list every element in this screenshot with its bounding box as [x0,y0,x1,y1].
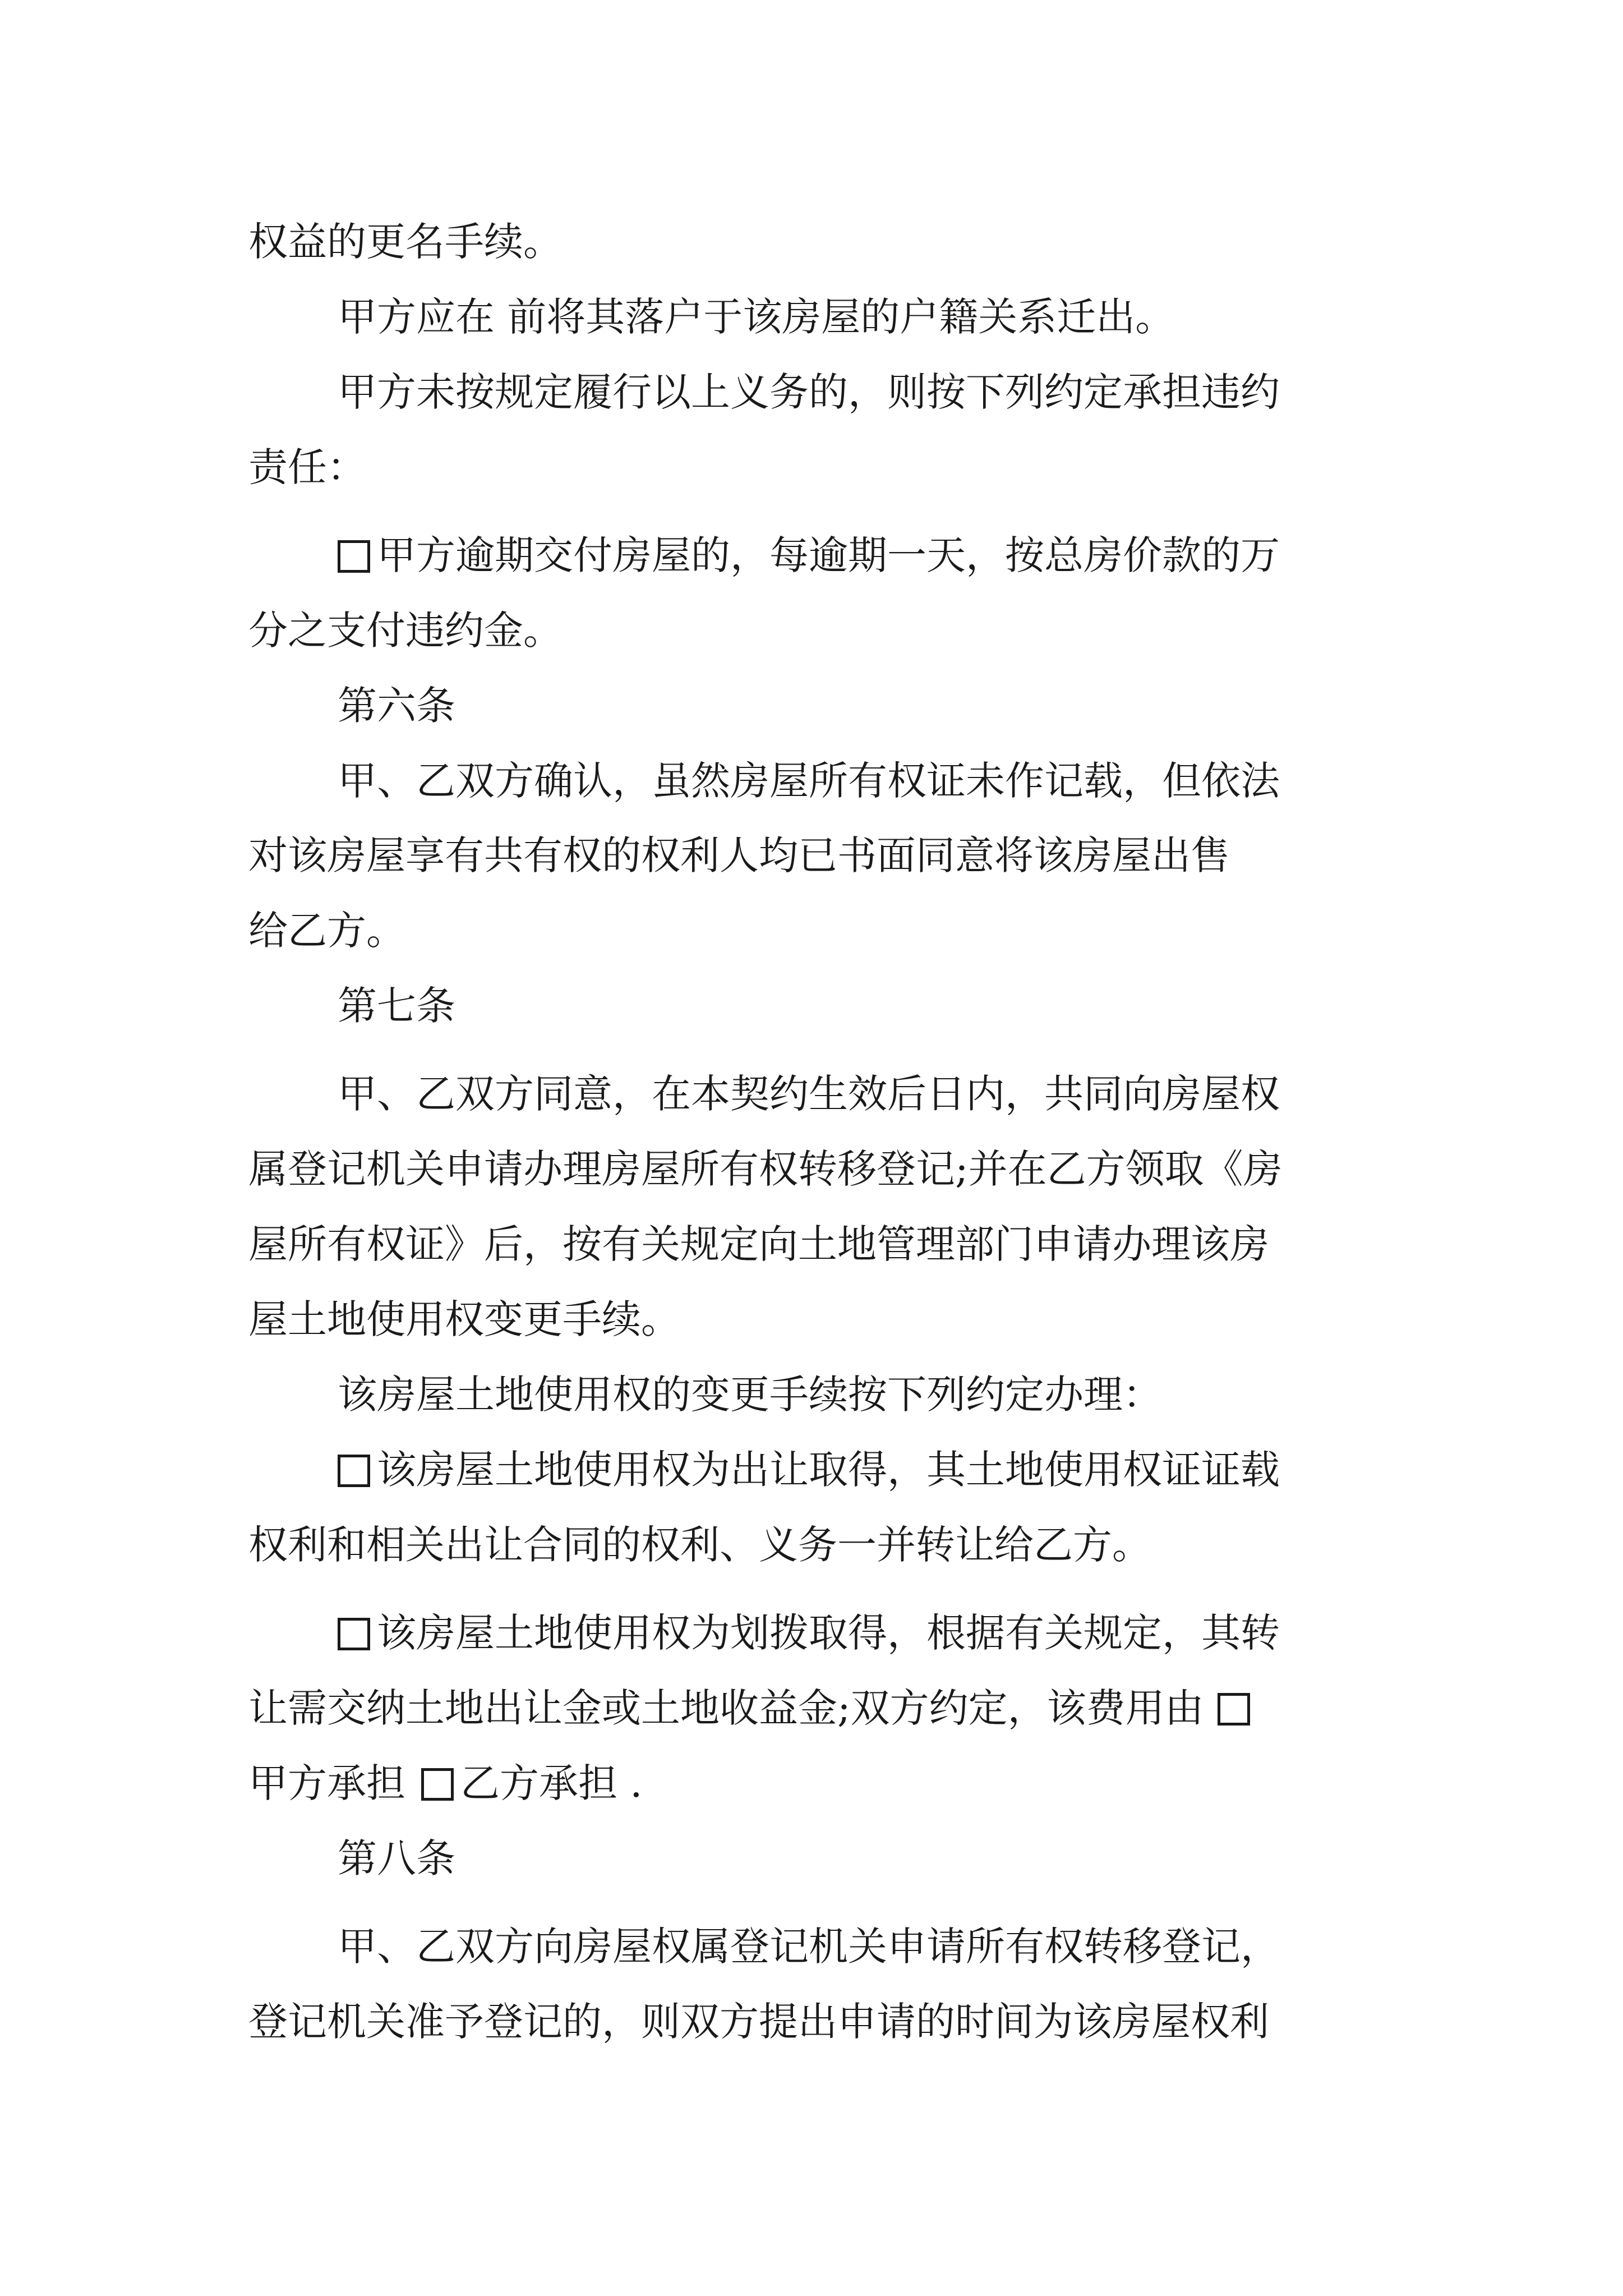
checkbox-icon [421,1768,454,1801]
text-line [248,1503,1393,1587]
line-text: 第六条 [338,683,455,729]
text-line [248,1202,1393,1286]
line-text: 分之支付违约金。 [248,608,562,654]
text-line [338,1591,1482,1675]
line-text: 登记机关准予登记的，则双方提出申请的时间为该房屋权利 [248,1999,1269,2045]
line-text: 甲、乙双方确认，虽然房屋所有权证未作记载，但依法 [338,758,1280,804]
line-content [248,1666,1257,1750]
text-line [338,1352,1482,1437]
text-line [248,889,1393,973]
line-text: 对该房屋享有共有权的权利人均已书面同意将该房屋出售 [248,832,1230,878]
text-line [338,513,1482,597]
line-text: 权利和相关出让合同的权利、义务一并转让给乙方。 [248,1522,1151,1568]
line-text: 该房屋土地使用权为划拨取得，根据有关规定，其转 [377,1610,1280,1656]
checkbox-icon [338,1455,370,1487]
text-line [248,1277,1393,1361]
text-line [338,275,1482,359]
line-text: 该房屋土地使用权为出让取得，其土地使用权证证载 [377,1447,1280,1493]
text-line [248,425,1393,509]
line-text: 屋所有权证》后，按有关规定向土地管理部门申请办理该房 [248,1221,1269,1267]
text-line [338,664,1482,748]
line-text: 甲、乙双方向房屋权属登记机关申请所有权转移登记， [338,1924,1280,1970]
line-text: 甲、乙双方同意，在本契约生效后日内，共同向房屋权 [338,1071,1280,1117]
line-text: 第七条 [338,983,455,1029]
line-text: 甲方承担 [248,1760,405,1806]
text-line [338,350,1482,434]
line-text: 屋土地使用权变更手续。 [248,1296,680,1342]
text-line [338,1428,1482,1512]
checkbox-icon [338,1618,370,1650]
line-text: 责任： [248,444,366,490]
text-line [338,739,1482,823]
text-line [248,1980,1393,2064]
line-text: 让需交纳土地出让金或土地收益金;双方约定，该费用由 [248,1685,1204,1731]
line-text: 属登记机关申请办理房屋所有权转移登记;并在乙方领取《房 [248,1146,1283,1192]
line-text: 给乙方。 [248,908,405,954]
line-content [338,1591,1280,1675]
checkbox-icon [338,540,370,573]
text-line [248,588,1393,673]
text-line [248,1666,1393,1750]
line-content [338,513,1280,597]
line-text: 甲方应在 前将其落户于该房屋的户籍关系迁出。 [338,294,1175,340]
line-text: 乙方承担 . [460,1760,643,1806]
line-text: 甲方逾期交付房屋的，每逾期一天，按总房价款的万 [377,532,1280,578]
text-line [248,1741,1393,1825]
text-line [248,813,1393,898]
text-line [338,1904,1482,1989]
line-text: 该房屋土地使用权的变更手续按下列约定办理： [338,1372,1162,1418]
line-text: 甲方未按规定履行以上义务的，则按下列约定承担违约 [338,369,1280,415]
line-content [248,1741,643,1825]
text-line [338,1816,1482,1901]
line-content [338,1428,1280,1512]
checkbox-icon [1218,1693,1250,1726]
line-text: 权益的更名手续。 [248,219,562,265]
text-line [248,1127,1393,1211]
text-line [338,964,1482,1048]
line-text: 第八条 [338,1835,455,1881]
text-line [338,1052,1482,1136]
text-line [248,200,1393,284]
